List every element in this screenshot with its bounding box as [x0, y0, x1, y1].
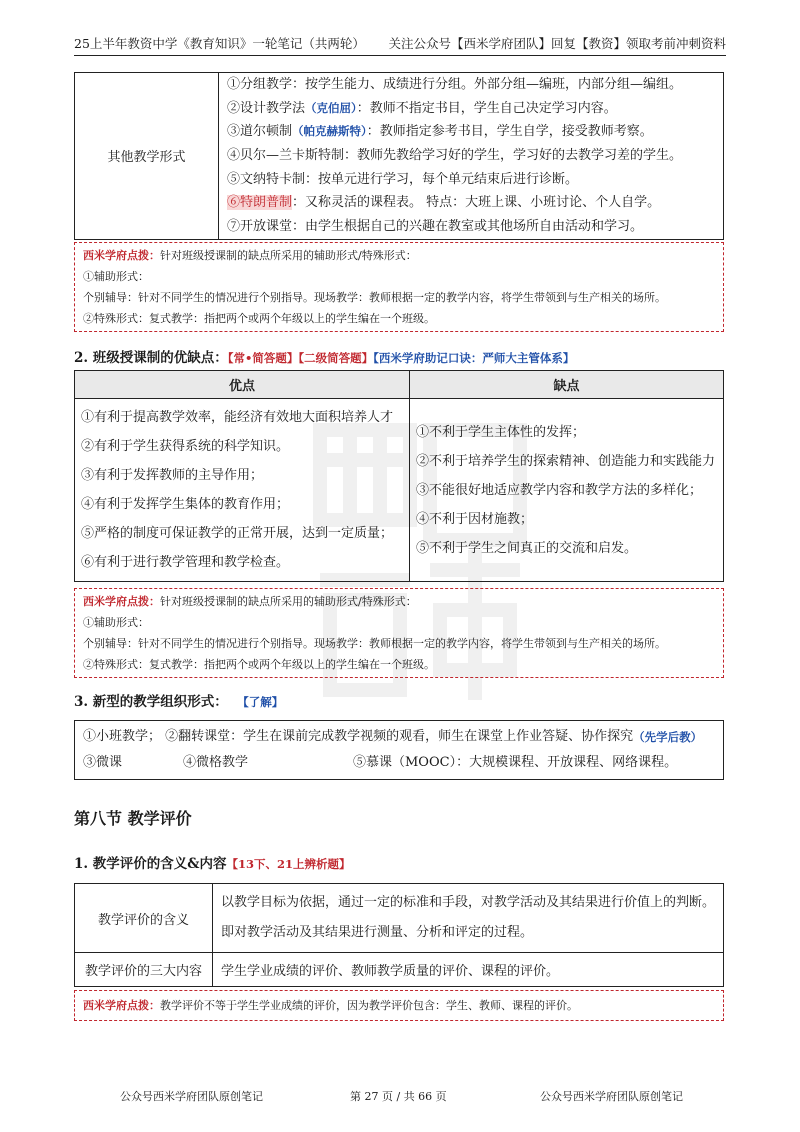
form-item: ⑤文纳特卡制：按单元进行学习，每个单元结束后进行诊断。: [227, 171, 579, 187]
section-4-heading: 1. 教学评价的含义&内容【13下、21上辨析题】: [74, 856, 351, 872]
tip-box-3: 西米学府点拨：教学评价不等于学生学业成绩的评价，因为教学评价包含：学生、教师、课程的评价。: [74, 990, 724, 1021]
footer-right: 公众号西米学府团队原创笔记: [540, 1090, 683, 1103]
form-item: ①分组教学：按学生能力、成绩进行分组。外部分组—编班，内部分组—编组。: [227, 77, 683, 92]
tip-box-2: 西米学府点拨：针对班级授课制的缺点所采用的辅助形式/特殊形式： ①辅助形式： 个别辅导：针对不同学生的情况进行个别指导。现场教学：教师根据一定的教学内容，将学生带领到与生产相关的场所。 ②特殊形式：复式教学：指把两个或两个年级以上的学生编在一个班级。: [74, 588, 724, 678]
form-item: ③道尔顿制（帕克赫斯特）：教师指定参考书目，学生自学，接受教师考察。: [227, 124, 653, 140]
highlight: ⑥特朗普制: [227, 195, 293, 211]
evaluation-table: 教学评价的含义 以教学目标为依据，通过一定的标准和手段，对教学活动及其结果进行价值上的判断。 即对教学活动及其结果进行测量、分析和评定的过程。 教学评价的三大内容 学生学业成绩的评价、教师教学质量的评价、课程的评价。: [74, 883, 724, 987]
header-left: 25上半年教资中学《教育知识》一轮笔记（共两轮）: [74, 36, 365, 51]
cons-cell: ①不利于学生主体性的发挥； ②不利于培养学生的探索精神、创造能力和实践能力 ③不能很好地适应教学内容和教学方法的多样化； ④不利于因材施教； ⑤不利于学生之间真正的交流和启发。: [410, 399, 724, 582]
new-forms-box: ①小班教学； ②翻转课堂：学生在课前完成教学视频的观看，师生在课堂上作业答疑、协作探究 （先学后教） ③微课 ④微格教学 ⑤慕课（MOOC）：大规模课程、开放课程、网络课程。: [74, 720, 724, 780]
tip-box-1: 西米学府点拨：针对班级授课制的缺点所采用的辅助形式/特殊形式： ①辅助形式： 个别辅导：针对不同学生的情况进行个别指导。现场教学：教师根据一定的教学内容，将学生带领到与生产相关的场所。 ②特殊形式：复式教学：指把两个或两个年级以上的学生编在一个班级。: [74, 242, 724, 332]
form-item: ④贝尔—兰卡斯特制：教师先教给学习好的学生，学习好的去教学习差的学生。: [227, 148, 683, 164]
pros-cons-table: [74, 370, 724, 582]
cons-header: 缺点: [410, 371, 724, 399]
pros-cell: ①有利于提高教学效率，能经济有效地大面积培养人才 ②有利于学生获得系统的科学知识。 ③有利于发挥教师的主导作用； ④有利于发挥学生集体的教育作用； ⑤严格的制度可保证教学的正常开展，达到一定质量； ⑥有利于进行教学管理和教学检查。: [75, 399, 410, 582]
header-right: 关注公众号【西米学府团队】回复【教资】领取考前冲刺资料: [388, 36, 726, 51]
page-header: [74, 36, 726, 56]
form-item: ⑥特朗普制：又称灵活的课程表。 特点：大班上课、小班讨论、个人自学。: [227, 195, 661, 211]
footer-left: 公众号西米学府团队原创笔记: [120, 1090, 263, 1103]
other-forms-label: 其他教学形式: [75, 73, 219, 240]
chapter-title: 第八节 教学评价: [74, 809, 192, 828]
section-3-heading: 3. 新型的教学组织形式： 【了解】: [74, 694, 284, 710]
pros-header: 优点: [75, 371, 410, 399]
form-item: ⑦开放课堂：由学生根据自己的兴趣在教室或其他场所自由活动和学习。: [227, 219, 644, 235]
form-item: ②设计教学法（克伯屈）：教师不指定书目，学生自己决定学习内容。: [227, 100, 617, 116]
section-2-heading: 2. 班级授课制的优缺点：【常•简答题】【二级简答题】【西米学府助记口诀：严师大主管体系】: [74, 350, 575, 366]
other-forms-table: [74, 72, 724, 240]
page-number: 第 27 页 / 共 66 页: [350, 1090, 447, 1103]
